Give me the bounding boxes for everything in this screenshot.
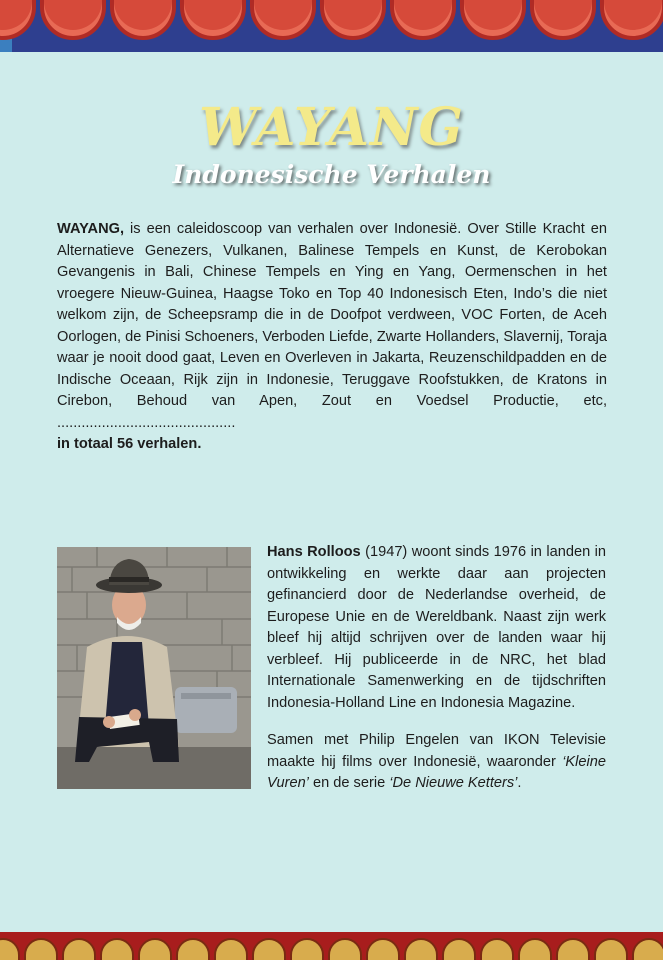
- bio-paragraph-2: Samen met Philip Engelen van IKON Televisie maakte hij films over Indonesië, waaronder ‘Kleine Vuren’ en de serie ‘De Nieuwe Ketters’.: [267, 732, 606, 791]
- intro-lead: WAYANG,: [57, 221, 125, 237]
- title-block: [0, 98, 663, 190]
- page-subtitle: Indonesische Verhalen: [172, 160, 491, 189]
- intro-text: is een caleidoscoop van verhalen over Indonesië. Over Stille Kracht en Alternatieve Genezers, Vulkanen, Balinese Tempels en Kunst, de Kerobokan Gevangenis in Bali, Chinese Tempels en Ying en Yang, Oermenschen in het vroegere Nieuw-Guinea, Haagse Toko en Top 40 Indonesisch Eten, Indo’s die niet welkom zijn, de Scheepsramp die in de Doofpot verdween, VOC Forten, de Aceh Oorlogen, de Pinisi Schoeners, Verboden Liefde, Zwarte Hollanders, Slavernij, Toraja waar je nooit dood gaat, Leven en Overleven in Jakarta, Reuzenschildpadden en de Indische Oceaan, Rijk zijn in Indonesie, Teruggave Roofstukken, de Kratons in Cirebon, Behoud van Apen, Zout en Voedsel Productie, etc, ............................................: [57, 221, 607, 431]
- film-title-nieuwe-ketters: ‘De Nieuwe Ketters’: [389, 775, 518, 791]
- bottom-decorative-band: [0, 932, 663, 960]
- author-photo: [57, 547, 251, 789]
- intro-total: in totaal 56 verhalen.: [57, 436, 202, 452]
- film-title-kleine-vuren: ‘Kleine Vuren’: [267, 753, 606, 791]
- bio-paragraph-1: Hans Rolloos (1947) woont sinds 1976 in landen in ontwikkeling en werkte daar aan projecten gefinancierd door de Nederlandse overheid, de Europese Unie en de Wereldbank. Naast zijn werk bleef hij altijd schrijven over de landen waar hij verbleef. Hij publiceerde in de NRC, het blad Internationale Samenwerking en de tijdschriften Indonesia-Holland Line en Indonesia Magazine.: [267, 544, 607, 711]
- top-decorative-band: [0, 0, 663, 52]
- author-name: Hans Rolloos: [267, 544, 361, 560]
- intro-paragraph: [57, 219, 607, 456]
- author-bio: [267, 542, 606, 795]
- page-title: WAYANG: [199, 97, 464, 158]
